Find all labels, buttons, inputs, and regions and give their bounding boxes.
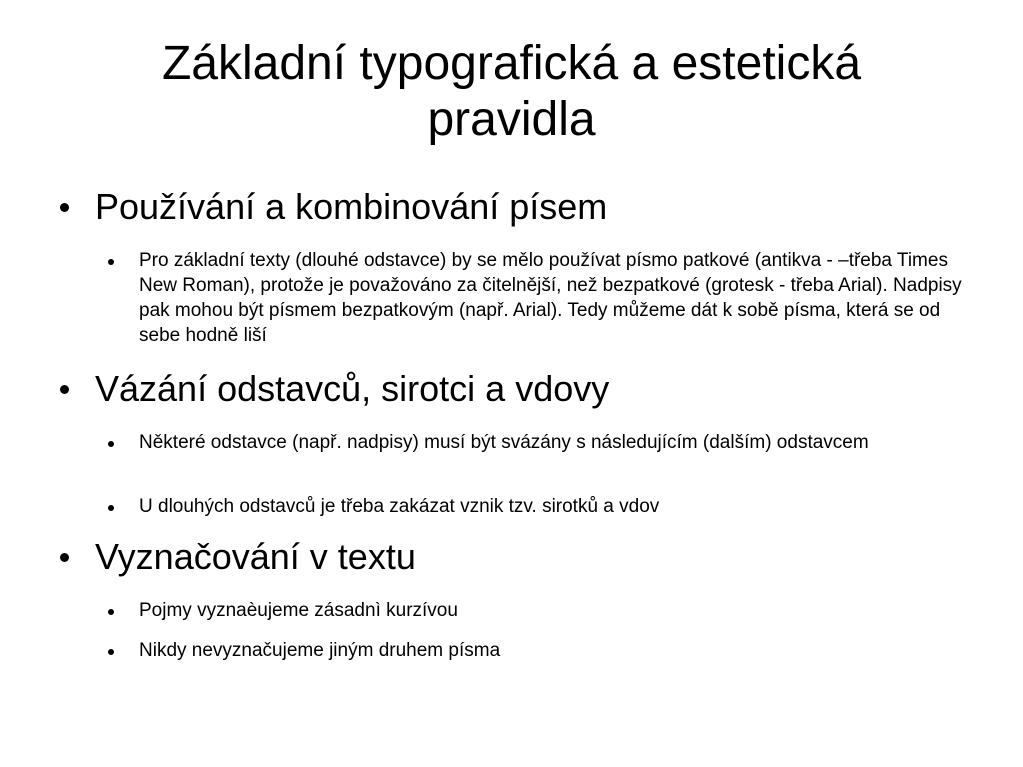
sub-bullet-text: U dlouhých odstavců je třeba zakázat vznik tzv. sirotků a vdov	[139, 496, 660, 517]
sub-bullet-icon	[108, 609, 114, 615]
sub-bullet-icon	[108, 441, 114, 447]
sub-bullet-text: Pro základní texty (dlouhé odstavce) by se mělo používat písmo patkové (antikva - –třeba Times New Roman), protože je považováno za čitelnější, než bezpatkové (grotesk - třeba Arial). Nadpisy pak mohou být písmem bezpatkovým (např. Arial). Tedy můžeme dát k sobě písma, která se od sebe hodně liší	[139, 250, 962, 346]
bullet-icon	[60, 203, 69, 212]
sub-bullet-icon	[108, 505, 114, 511]
bullet-icon	[60, 553, 69, 562]
slide-title-line-1: Základní typografická a estetická	[161, 37, 862, 90]
sub-bullet-icon	[108, 259, 114, 265]
sub-bullet-text: Pojmy vyznaèujeme zásadnì kurzívou	[139, 600, 458, 621]
sub-bullet-text: Některé odstavce (např. nadpisy) musí být svázány s následujícím (dalším) odstavcem	[139, 432, 869, 453]
bullet-heading: Vyznačování v textu	[95, 536, 416, 577]
sub-bullet-text: Nikdy nevyznačujeme jiným druhem písma	[139, 640, 501, 661]
slide-title-line-2: pravidla	[427, 93, 596, 146]
bullet-heading: Používání a kombinování písem	[95, 186, 608, 227]
bullet-heading: Vázání odstavců, sirotci a vdovy	[95, 368, 610, 409]
bullet-icon	[60, 385, 69, 394]
sub-bullet-icon	[108, 649, 114, 655]
